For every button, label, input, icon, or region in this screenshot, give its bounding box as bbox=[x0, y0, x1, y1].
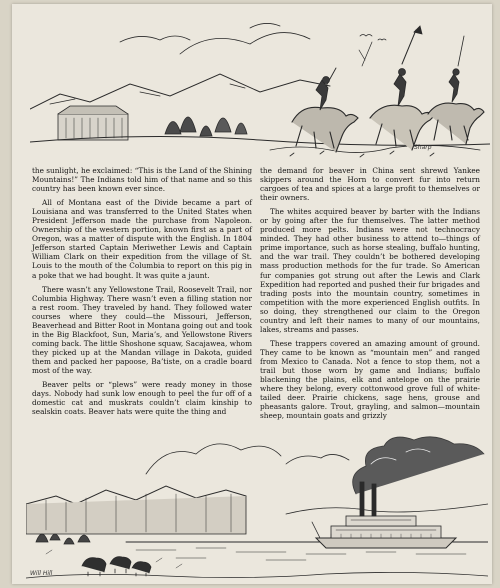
bottom-illustration-signature: Will Hill bbox=[30, 570, 53, 577]
paragraph: the demand for beaver in China sent shrewd Yankee skippers around the Horn to convert fur into return cargoes of tea and spices at a large profit to themselves or their owners. bbox=[260, 166, 480, 203]
bottom-illustration bbox=[26, 434, 488, 582]
left-column bbox=[32, 166, 252, 421]
paragraph: All of Montana east of the Divide became a part of Louisiana and was transferred to the United States when President Jefferson made the purchase from Napoleon. Ownership of the western portion, known first as a part of Oregon, was a matter of dispute with the English. In 1804 Jefferson started Captain Meriwether Lewis and Captain William Clark on their expedition from the village of St. Louis to the mouth of the Columbia to report on this pig in a poke that we had bought. It was quite a jaunt. bbox=[32, 198, 252, 280]
paragraph: Beaver pelts or “plews” were ready money in those days. Nobody had sunk low enough to peel the fur off of a domestic cat and muskrats couldn’t claim kinship to sealskin coats. Beaver hats were quite the thing and bbox=[32, 380, 252, 417]
paragraph: There wasn’t any Yellowstone Trail, Roosevelt Trail, nor Columbia Highway. There wasn’t even a filling station nor a rest room. They traveled by hand. They followed water courses where they could—the Missouri, Jefferson, Beaverhead and Bitter Root in Montana going out and took in the Big Blackfoot, Sun, Maria’s, and Yellowstone Rivers coming back. The little Shoshone squaw, Sacajawea, whom they picked up at the Mandan village in Dakota, guided them and packed her papoose, Ba’tiste, on a cradle board most of the way. bbox=[32, 284, 252, 375]
paragraph: The whites acquired beaver by barter with the Indians or by going after the fur themselves. The latter method produced more pelts. Indians were not technocracy minded. They had other business to attend to—things of prime importance, such as horse stealing, buffalo hunting, and the war trail. They couldn’t be bothered developing mass production methods for the fur trade. So American fur companies got strung out after the Lewis and Clark Expedition had reported and pushed their fur brigades and trading posts into the mountain country, sometimes in competition with the more experienced English outfits. In so doing, they strengthened our claim to the Oregon country and left their names to many of our mountains, lakes, streams and passes. bbox=[260, 207, 480, 334]
right-column bbox=[260, 166, 480, 425]
cloud bbox=[180, 33, 310, 54]
top-illustration bbox=[30, 14, 490, 162]
paragraph: the sunlight, he exclaimed: “This is the Land of the Shining Mountains!” The Indians told him of that name and so this country has been known ever since. bbox=[32, 166, 252, 194]
top-illustration-signature: Sharp bbox=[414, 144, 432, 151]
paragraph: These trappers covered an amazing amount of ground. They came to be known as “mountain men” and ranged from Mexico to Canada. Not a fence to stop them, not a trail but those worn by game and Indians; buffalo blackening the plains, elk and antelope on the prairie where they belong, every cottonwood grove full of white-tailed deer. Prairie chickens, sage hens, grouse and pheasants galore. Trout, grayling, and salmon—mountain sheep, mountain goats and grizzly bbox=[260, 338, 480, 421]
page bbox=[12, 4, 492, 584]
mountains bbox=[30, 74, 330, 109]
